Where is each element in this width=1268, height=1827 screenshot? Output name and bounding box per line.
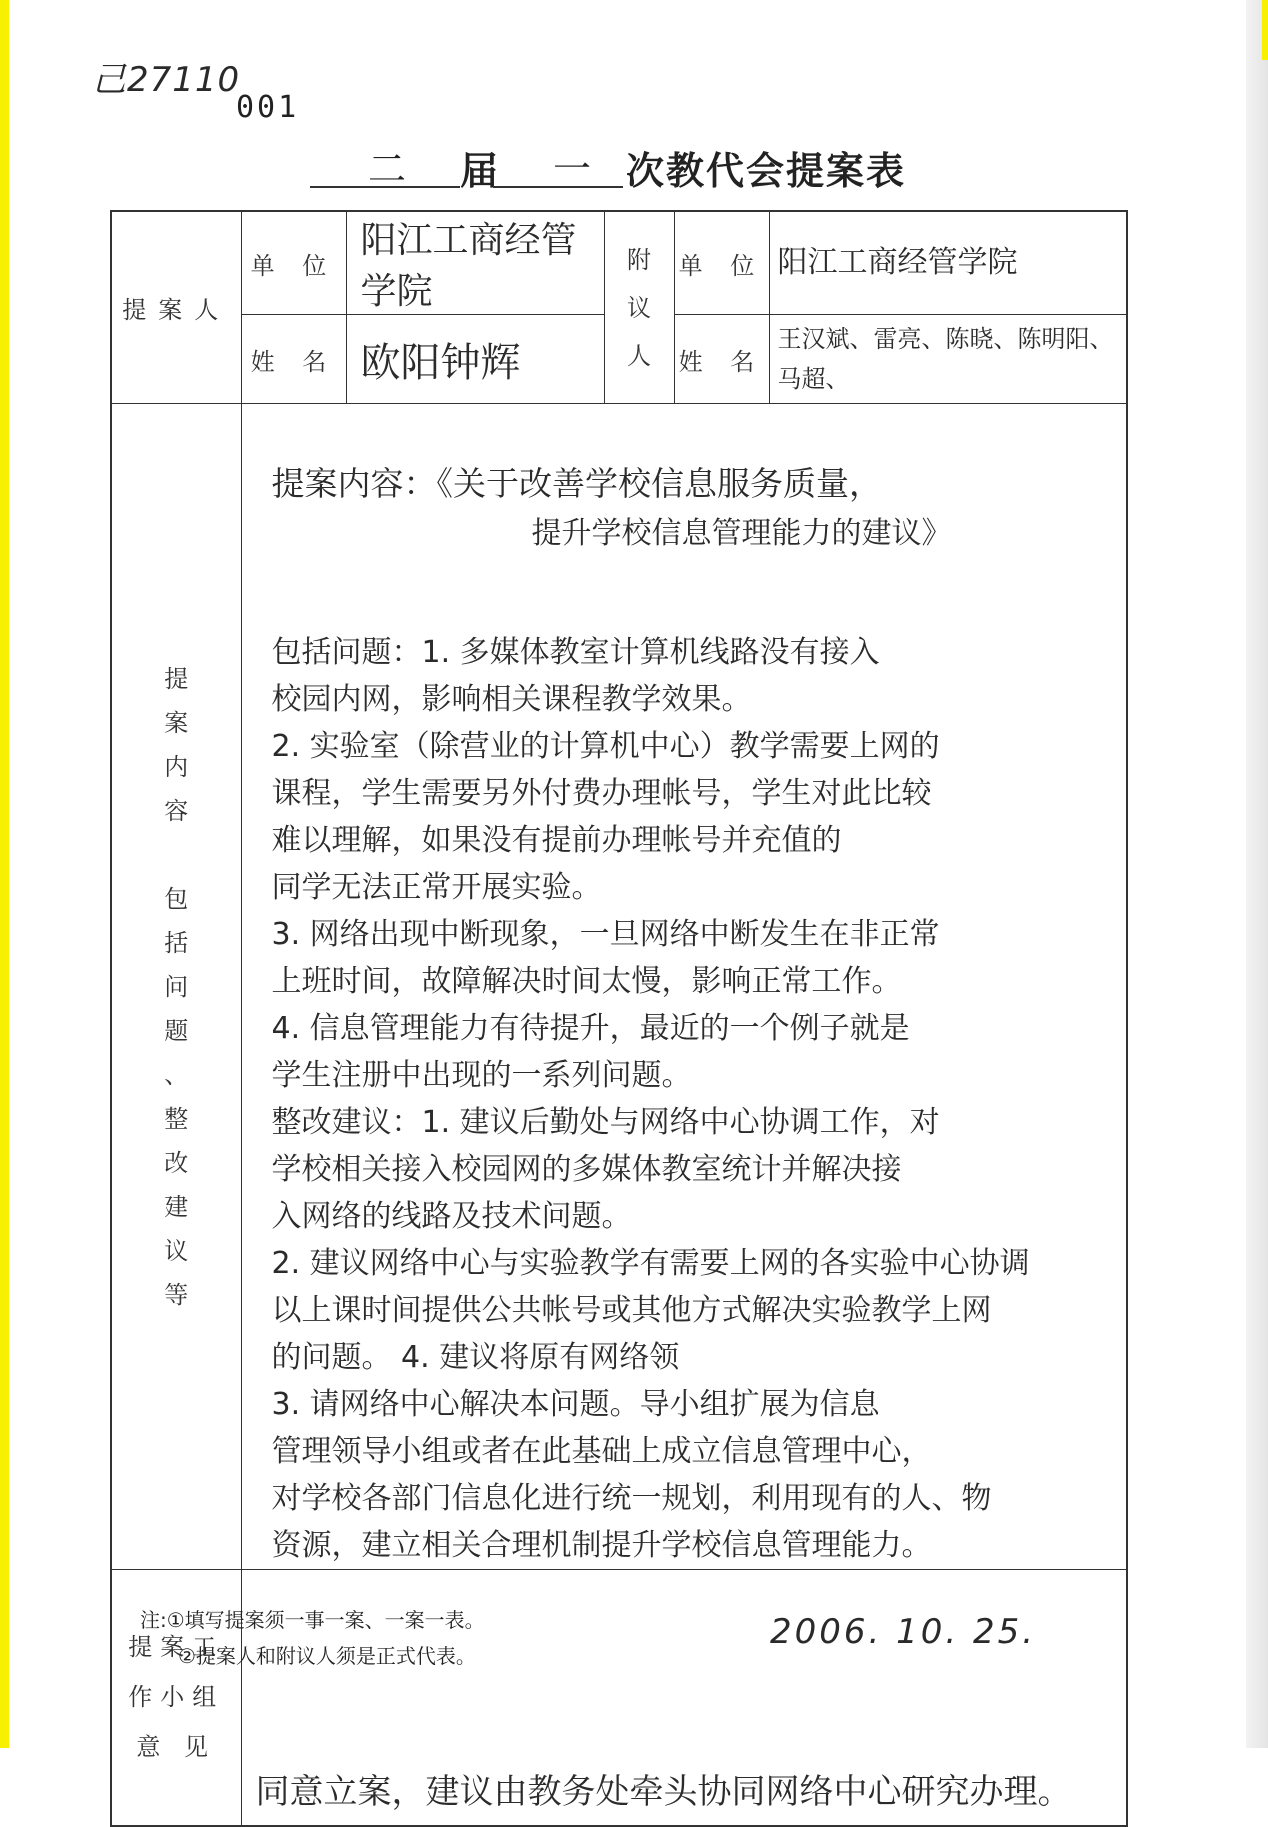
scan-edge-right <box>1246 0 1268 1748</box>
content-label-char <box>112 833 241 877</box>
proposal-body-line: 以上课时间提供公共帐号或其他方式解决实验教学上网 <box>271 1293 992 1328</box>
stamped-serial-number: 001 <box>236 90 300 125</box>
title-text-session: 届 <box>460 148 501 193</box>
proposer-unit-value: 阳江工商经管学院 <box>346 211 604 315</box>
proposal-heading-line-1: 提案内容：《关于改善学校信息服务质量， <box>271 464 882 503</box>
proposal-body-line: 校园内网，影响相关课程教学效果。 <box>271 682 752 717</box>
proposal-body-line: 上班时间，故障解决时间太慢，影响正常工作。 <box>271 964 902 999</box>
proposal-body-line: 2. 实验室（除营业的计算机中心）教学需要上网的 <box>271 729 940 764</box>
content-label-char: 问 <box>164 972 189 1001</box>
content-label-char: 括 <box>164 928 189 957</box>
form-title <box>310 140 1010 196</box>
co-signer-unit-value: 阳江工商经管学院 <box>769 211 1127 315</box>
meeting-number: 一 <box>553 147 592 191</box>
proposal-body-line: 学生注册中出现的一系列问题。 <box>271 1058 692 1093</box>
content-label-char: 议 <box>164 1236 189 1265</box>
content-label-char: 整 <box>164 1104 189 1133</box>
content-label-char: 案 <box>164 708 189 737</box>
proposal-form-table <box>110 210 1128 1827</box>
proposal-heading-line-2: 提升学校信息管理能力的建议》 <box>531 516 952 551</box>
proposal-body-line: 学校相关接入校园网的多媒体教室统计并解决接 <box>271 1152 902 1187</box>
note-2: ②提案人和附议人须是正式代表。 <box>178 1644 476 1668</box>
content-label-char: 内 <box>164 752 189 781</box>
review-label-text: 提案工作小组意 见 <box>128 1633 225 1762</box>
content-label-char: 、 <box>164 1060 189 1089</box>
note-1: ①填写提案须一事一案、一案一表。 <box>166 1608 485 1632</box>
proposal-body-line: 3. 网络出现中断现象，一旦网络中断发生在非正常 <box>271 917 940 952</box>
co-signer-name-label: 姓 名 <box>674 315 769 404</box>
proposer-name-value: 欧阳钟辉 <box>346 315 604 404</box>
content-label-char: 提 <box>164 664 189 693</box>
proposal-body-line: 难以理解，如果没有提前办理帐号并充值的 <box>271 823 842 858</box>
title-text-main: 次教代会提案表 <box>626 148 907 193</box>
scan-edge-left <box>0 0 9 1748</box>
content-label-char: 包 <box>164 884 189 913</box>
co-signer-label-text: 附议人 <box>627 245 651 370</box>
proposal-body-line: 3. 请网络中心解决本问题。导小组扩展为信息 <box>271 1387 880 1422</box>
session-blank <box>310 140 460 191</box>
proposal-body-line: 入网络的线路及技术问题。 <box>271 1199 632 1234</box>
proposer-label: 提案人 <box>111 211 241 404</box>
review-opinion-value: 同意立案，建议由教务处牵头协同网络中心研究办理。 <box>241 1570 1127 1826</box>
co-signer-names-value: 王汉斌、雷亮、陈晓、陈明阳、马超、 <box>769 315 1127 404</box>
proposer-name-label: 姓 名 <box>241 315 346 404</box>
proposal-body-line: 2. 建议网络中心与实验教学有需要上网的各实验中心协调 <box>271 1246 1030 1281</box>
meeting-blank <box>493 140 623 191</box>
proposal-body-line: 同学无法正常开展实验。 <box>271 870 602 905</box>
content-label-char: 题 <box>164 1016 189 1045</box>
proposal-body-line: 包括问题：1. 多媒体教室计算机线路没有接入 <box>271 635 880 670</box>
proposal-body-line: 对学校各部门信息化进行统一规划，利用现有的人、物 <box>271 1481 992 1516</box>
content-label-stack <box>112 657 241 1317</box>
proposal-body-line: 管理领导小组或者在此基础上成立信息管理中心， <box>271 1434 932 1469</box>
proposal-body-line: 的问题。 4. 建议将原有网络领 <box>271 1340 680 1375</box>
co-signer-unit-label: 单 位 <box>674 211 769 315</box>
notes-prefix: 注: <box>140 1608 167 1632</box>
content-label-char: 等 <box>164 1280 189 1309</box>
proposal-body-line: 4. 信息管理能力有待提升，最近的一个例子就是 <box>271 1011 910 1046</box>
session-number: 二 <box>368 147 407 191</box>
content-label-char: 改 <box>164 1148 189 1177</box>
form-notes <box>140 1602 485 1674</box>
co-signer-label <box>604 211 674 404</box>
content-label-char: 建 <box>164 1192 189 1221</box>
handwritten-date: 2006. 10. 25. <box>770 1612 1037 1652</box>
proposal-heading <box>272 459 1117 559</box>
proposer-unit-label: 单 位 <box>241 211 346 315</box>
proposal-body-line: 课程，学生需要另外付费办理帐号，学生对此比较 <box>271 776 932 811</box>
proposal-content-area <box>241 404 1127 1570</box>
content-label-char: 容 <box>164 796 189 825</box>
proposal-body-lines <box>272 629 1117 1569</box>
handwritten-file-number: 己27110 <box>92 60 241 100</box>
proposal-body-line: 资源，建立相关合理机制提升学校信息管理能力。 <box>271 1528 932 1563</box>
content-section-label <box>111 404 241 1570</box>
proposal-body-line: 整改建议：1. 建议后勤处与网络中心协调工作，对 <box>271 1105 940 1140</box>
